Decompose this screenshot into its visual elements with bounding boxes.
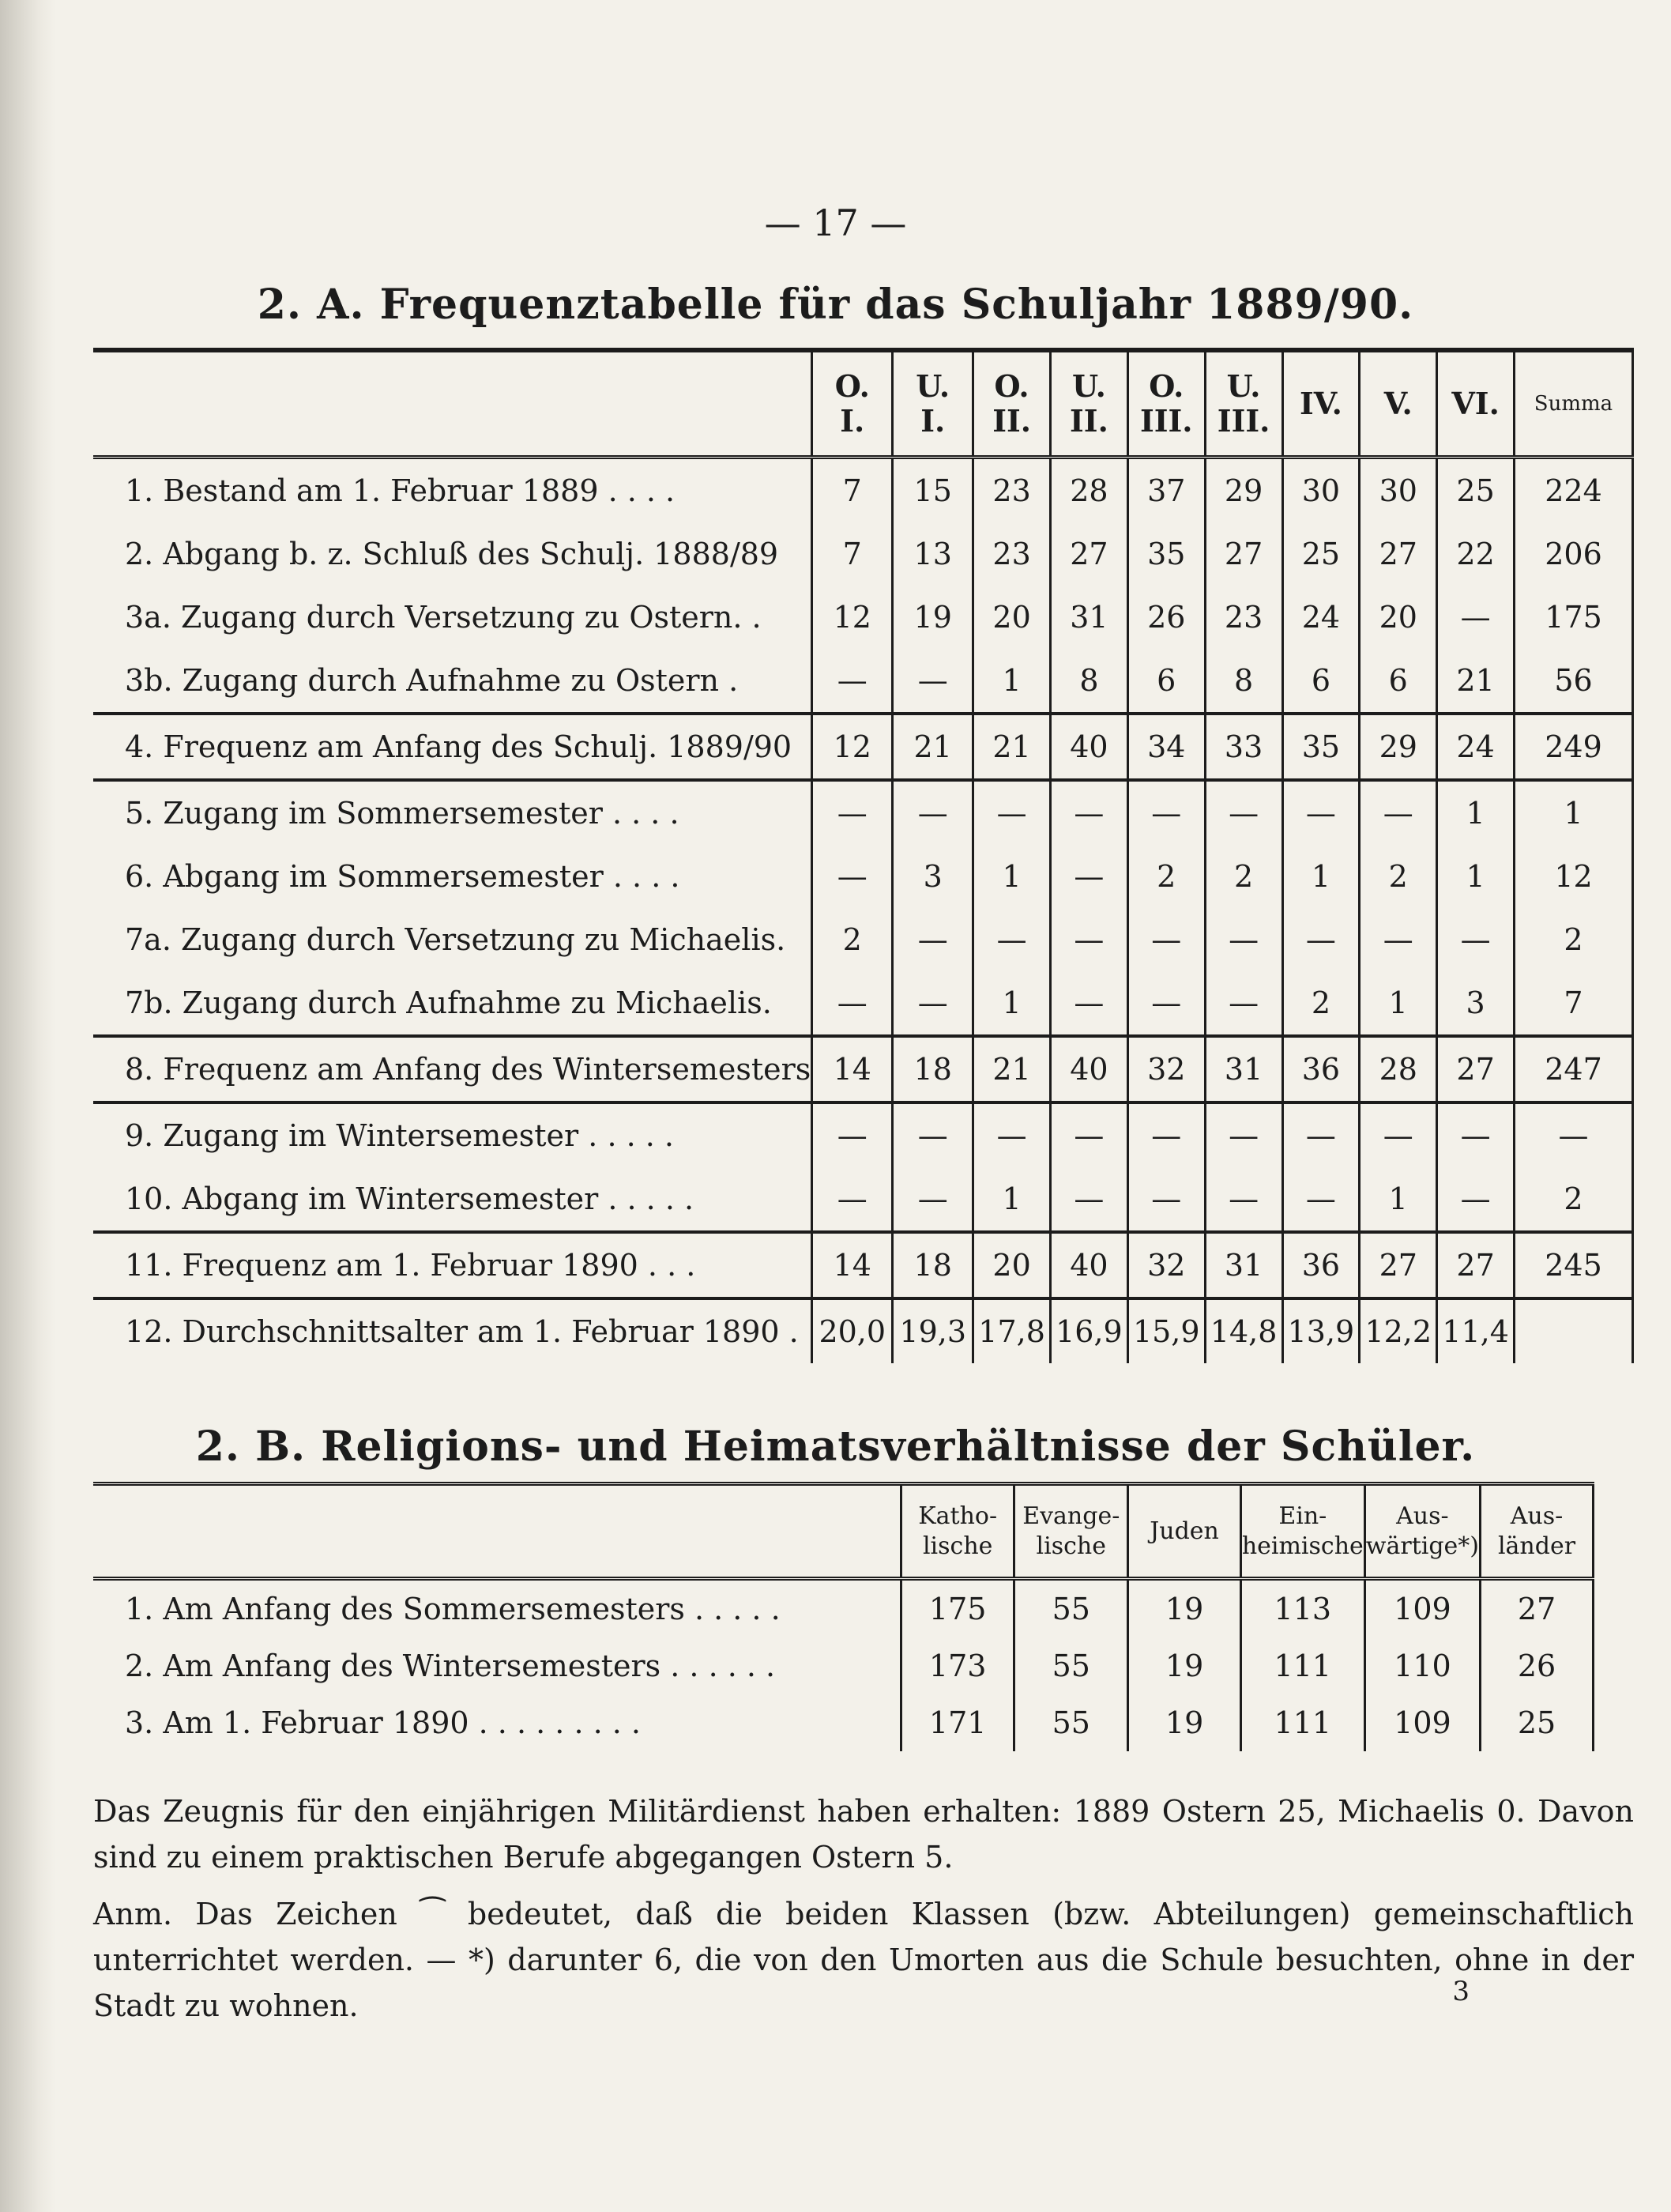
row-label: 9. Zugang im Wintersemester . . . . .	[125, 1118, 675, 1153]
table-cell: 113	[1240, 1579, 1364, 1638]
table-cell: —	[1360, 1102, 1437, 1167]
table-cell: 2	[1205, 845, 1282, 908]
table-cell: —	[1051, 971, 1128, 1036]
table-cell: —	[973, 1102, 1051, 1167]
row-label: 1. Bestand am 1. Februar 1889 . . . .	[125, 473, 676, 508]
row-label: 7a. Zugang durch Versetzung zu Michaelis.	[125, 922, 786, 957]
table-cell: 109	[1364, 1694, 1480, 1751]
row-label: 6. Abgang im Sommersemester . . . .	[125, 859, 680, 894]
table-cell: 27	[1205, 522, 1282, 586]
table-cell: 8	[1051, 649, 1128, 714]
table-cell: 23	[1205, 586, 1282, 649]
religion-origin-table	[93, 1482, 1594, 1751]
table-cell: 20	[973, 1232, 1051, 1298]
table-cell: —	[893, 649, 973, 714]
table-cell: 2	[812, 908, 893, 971]
table-cell: 27	[1481, 1579, 1594, 1638]
col-header-uii: U. II.	[1051, 350, 1128, 458]
row-label: 3a. Zugang durch Versetzung zu Ostern. .	[125, 600, 762, 635]
table-b-header-row	[93, 1484, 1594, 1579]
table-cell: 13	[893, 522, 973, 586]
table-a-header-blank	[93, 350, 812, 458]
table-cell: —	[1051, 908, 1128, 971]
table-cell: 32	[1127, 1232, 1205, 1298]
table-cell: 1	[973, 971, 1051, 1036]
table-cell: —	[1127, 780, 1205, 845]
table-cell: 26	[1127, 586, 1205, 649]
table-cell: 2	[1282, 971, 1360, 1036]
table-cell: —	[1127, 1167, 1205, 1232]
table-cell: 12	[812, 714, 893, 780]
table-cell: 14	[812, 1232, 893, 1298]
row-label: 11. Frequenz am 1. Februar 1890 . . .	[93, 1232, 812, 1298]
table-cell: 16,9	[1051, 1298, 1128, 1363]
table-row	[93, 586, 1633, 649]
table-cell: —	[973, 780, 1051, 845]
table-cell: 20	[1360, 586, 1437, 649]
table-cell: 19,3	[893, 1298, 973, 1363]
table-cell: 12	[812, 586, 893, 649]
table-cell: —	[893, 908, 973, 971]
table-cell: —	[812, 649, 893, 714]
table-cell: 18	[893, 1036, 973, 1102]
table-cell: —	[812, 1102, 893, 1167]
table-cell: —	[1051, 845, 1128, 908]
col-header-einheimische: Ein- heimische	[1240, 1484, 1364, 1579]
table-cell: —	[1282, 1167, 1360, 1232]
table-cell: 29	[1360, 714, 1437, 780]
table-cell: —	[1360, 780, 1437, 845]
table-cell: 40	[1051, 1232, 1128, 1298]
table-cell: 27	[1360, 1232, 1437, 1298]
table-cell: 24	[1437, 714, 1515, 780]
table-cell: 28	[1360, 1036, 1437, 1102]
table-b-header-blank	[93, 1484, 901, 1579]
table-cell: —	[1360, 908, 1437, 971]
table-cell: 30	[1360, 458, 1437, 523]
table-cell: —	[1205, 780, 1282, 845]
table-cell: 1	[973, 845, 1051, 908]
table-cell: 2	[1360, 845, 1437, 908]
table-cell	[1514, 1298, 1632, 1363]
table-row	[93, 714, 1633, 780]
table-cell: 2	[1127, 845, 1205, 908]
table-a-title: 2. A. Frequenztabelle für das Schuljahr 1889/90.	[257, 281, 1414, 329]
table-cell: 40	[1051, 1036, 1128, 1102]
table-cell: 19	[1128, 1579, 1240, 1638]
col-header-iv: IV.	[1282, 350, 1360, 458]
table-row	[93, 649, 1633, 714]
table-cell: 21	[1437, 649, 1515, 714]
table-cell: 109	[1364, 1579, 1480, 1638]
col-header-katholische: Katho- lische	[901, 1484, 1014, 1579]
table-cell: —	[1051, 1167, 1128, 1232]
table-cell: 175	[1514, 586, 1632, 649]
table-cell: 19	[1128, 1694, 1240, 1751]
table-cell: 14	[812, 1036, 893, 1102]
table-cell: —	[1205, 1167, 1282, 1232]
table-cell: 18	[893, 1232, 973, 1298]
table-cell: 247	[1514, 1036, 1632, 1102]
table-cell: 15	[893, 458, 973, 523]
table-cell: —	[893, 1167, 973, 1232]
table-cell: 37	[1127, 458, 1205, 523]
table-cell: 111	[1240, 1694, 1364, 1751]
table-cell: —	[1205, 908, 1282, 971]
row-label: 1. Am Anfang des Sommersemesters . . . . .	[125, 1592, 781, 1626]
table-cell: 31	[1205, 1036, 1282, 1102]
table-cell: —	[1282, 780, 1360, 845]
table-cell: 22	[1437, 522, 1515, 586]
col-header-summa: Summa	[1514, 350, 1632, 458]
table-row	[93, 1036, 1633, 1102]
table-row	[93, 1232, 1633, 1298]
table-row	[93, 971, 1633, 1036]
table-cell: 55	[1014, 1579, 1128, 1638]
table-cell: —	[893, 780, 973, 845]
table-cell: 7	[1514, 971, 1632, 1036]
table-row	[93, 1579, 1594, 1638]
table-cell: —	[893, 1102, 973, 1167]
table-cell: 1	[973, 649, 1051, 714]
table-cell: —	[1205, 971, 1282, 1036]
page-number: — 17 —	[764, 202, 907, 244]
table-cell: —	[812, 845, 893, 908]
table-row	[93, 1637, 1594, 1694]
table-cell: 6	[1282, 649, 1360, 714]
table-cell: 21	[973, 714, 1051, 780]
table-cell: 1	[973, 1167, 1051, 1232]
table-cell: 27	[1437, 1232, 1515, 1298]
col-header-ui: U. I.	[893, 350, 973, 458]
table-cell: 224	[1514, 458, 1632, 523]
table-row	[93, 1102, 1633, 1167]
table-cell: 29	[1205, 458, 1282, 523]
row-label: 3. Am 1. Februar 1890 . . . . . . . . .	[125, 1705, 641, 1740]
table-cell: —	[1514, 1102, 1632, 1167]
table-cell: 8	[1205, 649, 1282, 714]
row-label: 2. Am Anfang des Wintersemesters . . . . . .	[125, 1649, 776, 1683]
table-cell: —	[973, 908, 1051, 971]
table-cell: 19	[1128, 1637, 1240, 1694]
table-cell: 27	[1437, 1036, 1515, 1102]
table-cell: 26	[1481, 1637, 1594, 1694]
row-label: 2. Abgang b. z. Schluß des Schulj. 1888/89	[125, 537, 779, 571]
table-cell: 25	[1282, 522, 1360, 586]
table-cell: 27	[1360, 522, 1437, 586]
table-cell: 23	[973, 522, 1051, 586]
row-label: 4. Frequenz am Anfang des Schulj. 1889/90	[93, 714, 812, 780]
table-cell: 17,8	[973, 1298, 1051, 1363]
table-cell: 23	[973, 458, 1051, 523]
table-cell: 27	[1051, 522, 1128, 586]
table-cell: 12	[1514, 845, 1632, 908]
table-row	[93, 908, 1633, 971]
col-header-oi: O. I.	[812, 350, 893, 458]
col-header-vi: VI.	[1437, 350, 1515, 458]
table-row	[93, 845, 1633, 908]
table-cell: 1	[1360, 1167, 1437, 1232]
table-cell: 171	[901, 1694, 1014, 1751]
col-header-oii: O. II.	[973, 350, 1051, 458]
table-cell: 19	[893, 586, 973, 649]
table-cell: —	[1127, 908, 1205, 971]
table-cell: 173	[901, 1637, 1014, 1694]
table-cell: 249	[1514, 714, 1632, 780]
table-cell: 14,8	[1205, 1298, 1282, 1363]
table-cell: 32	[1127, 1036, 1205, 1102]
table-row	[93, 780, 1633, 845]
annotation-note: Anm. Das Zeichen ⁀ bedeutet, daß die beiden Klassen (bzw. Abteilungen) gemeinschaftlich unterrichtet werden. — *) darunter 6, die von den Umorten aus die Schule besuchten, ohne in der Stadt zu wohnen.	[93, 1897, 1634, 2023]
table-cell: —	[812, 780, 893, 845]
table-cell: 3	[1437, 971, 1515, 1036]
row-label: 12. Durchschnittsalter am 1. Februar 1890 .	[125, 1314, 799, 1349]
table-row	[93, 458, 1633, 523]
row-label: 7b. Zugang durch Aufnahme zu Michaelis.	[93, 971, 812, 1036]
table-cell: 24	[1282, 586, 1360, 649]
table-cell: 175	[901, 1579, 1014, 1638]
col-header-oiii: O. III.	[1127, 350, 1205, 458]
table-cell: 21	[893, 714, 973, 780]
table-cell: 40	[1051, 714, 1128, 780]
table-cell: 111	[1240, 1637, 1364, 1694]
table-cell: 55	[1014, 1694, 1128, 1751]
col-header-auswaertige: Aus- wärtige*)	[1364, 1484, 1480, 1579]
table-a-header-row	[93, 350, 1633, 458]
table-cell: 15,9	[1127, 1298, 1205, 1363]
table-cell: 7	[812, 458, 893, 523]
col-header-uiii: U. III.	[1205, 350, 1282, 458]
table-row	[93, 1694, 1594, 1751]
table-cell: 28	[1051, 458, 1128, 523]
table-cell: —	[893, 971, 973, 1036]
table-cell: 34	[1127, 714, 1205, 780]
table-cell: 1	[1360, 971, 1437, 1036]
table-cell: 110	[1364, 1637, 1480, 1694]
table-cell: 35	[1282, 714, 1360, 780]
table-cell: 1	[1514, 780, 1632, 845]
page-gutter-shadow	[0, 0, 55, 2212]
table-cell: 36	[1282, 1036, 1360, 1102]
table-cell: 2	[1514, 908, 1632, 971]
table-cell: 11,4	[1437, 1298, 1515, 1363]
table-cell: 3	[893, 845, 973, 908]
table-cell: —	[1051, 1102, 1128, 1167]
table-cell: 1	[1437, 845, 1515, 908]
table-cell: 1	[1282, 845, 1360, 908]
table-cell: 20	[973, 586, 1051, 649]
table-cell: 33	[1205, 714, 1282, 780]
col-header-evangelische: Evange- lische	[1014, 1484, 1128, 1579]
row-label: 5. Zugang im Sommersemester . . . .	[125, 796, 679, 831]
table-cell: 6	[1127, 649, 1205, 714]
col-header-auslaender: Aus- länder	[1481, 1484, 1594, 1579]
table-cell: 21	[973, 1036, 1051, 1102]
table-b-title: 2. B. Religions- und Heimatsverhältnisse der Schüler.	[195, 1423, 1476, 1471]
table-cell: 1	[1437, 780, 1515, 845]
row-label: 10. Abgang im Wintersemester . . . . .	[93, 1167, 812, 1232]
table-cell: —	[1127, 971, 1205, 1036]
row-label: 8. Frequenz am Anfang des Wintersemesters	[93, 1036, 812, 1102]
table-cell: 206	[1514, 522, 1632, 586]
table-cell: 25	[1437, 458, 1515, 523]
table-cell: —	[1282, 908, 1360, 971]
table-cell: —	[1205, 1102, 1282, 1167]
table-cell: 30	[1282, 458, 1360, 523]
table-row	[93, 1298, 1633, 1363]
table-cell: 25	[1481, 1694, 1594, 1751]
table-cell: —	[812, 971, 893, 1036]
table-cell: —	[1437, 1167, 1515, 1232]
table-cell: 31	[1051, 586, 1128, 649]
row-label: 3b. Zugang durch Aufnahme zu Ostern .	[93, 649, 812, 714]
table-cell: 31	[1205, 1232, 1282, 1298]
table-cell: —	[812, 1167, 893, 1232]
table-cell: 56	[1514, 649, 1632, 714]
table-cell: 35	[1127, 522, 1205, 586]
certificate-note: Das Zeugnis für den einjährigen Militärdienst haben erhalten: 1889 Ostern 25, Michaelis 0. Davon sind zu einem praktischen Berufe abgegangen Ostern 5.	[93, 1794, 1634, 1875]
table-cell: 245	[1514, 1232, 1632, 1298]
table-cell: —	[1437, 908, 1515, 971]
table-cell: —	[1127, 1102, 1205, 1167]
table-cell: —	[1437, 1102, 1515, 1167]
table-cell: 12,2	[1360, 1298, 1437, 1363]
table-row	[93, 522, 1633, 586]
table-cell: —	[1437, 586, 1515, 649]
table-cell: 7	[812, 522, 893, 586]
frequency-table	[93, 348, 1634, 1363]
table-cell: 2	[1514, 1167, 1632, 1232]
table-cell: 20,0	[812, 1298, 893, 1363]
table-cell: 6	[1360, 649, 1437, 714]
table-cell: 36	[1282, 1232, 1360, 1298]
table-row	[93, 1167, 1633, 1232]
col-header-juden: Juden	[1128, 1484, 1240, 1579]
signature-number: 3	[1452, 1976, 1470, 2007]
table-cell: —	[1282, 1102, 1360, 1167]
col-header-v: V.	[1360, 350, 1437, 458]
table-cell: 13,9	[1282, 1298, 1360, 1363]
table-cell: 55	[1014, 1637, 1128, 1694]
table-cell: —	[1051, 780, 1128, 845]
